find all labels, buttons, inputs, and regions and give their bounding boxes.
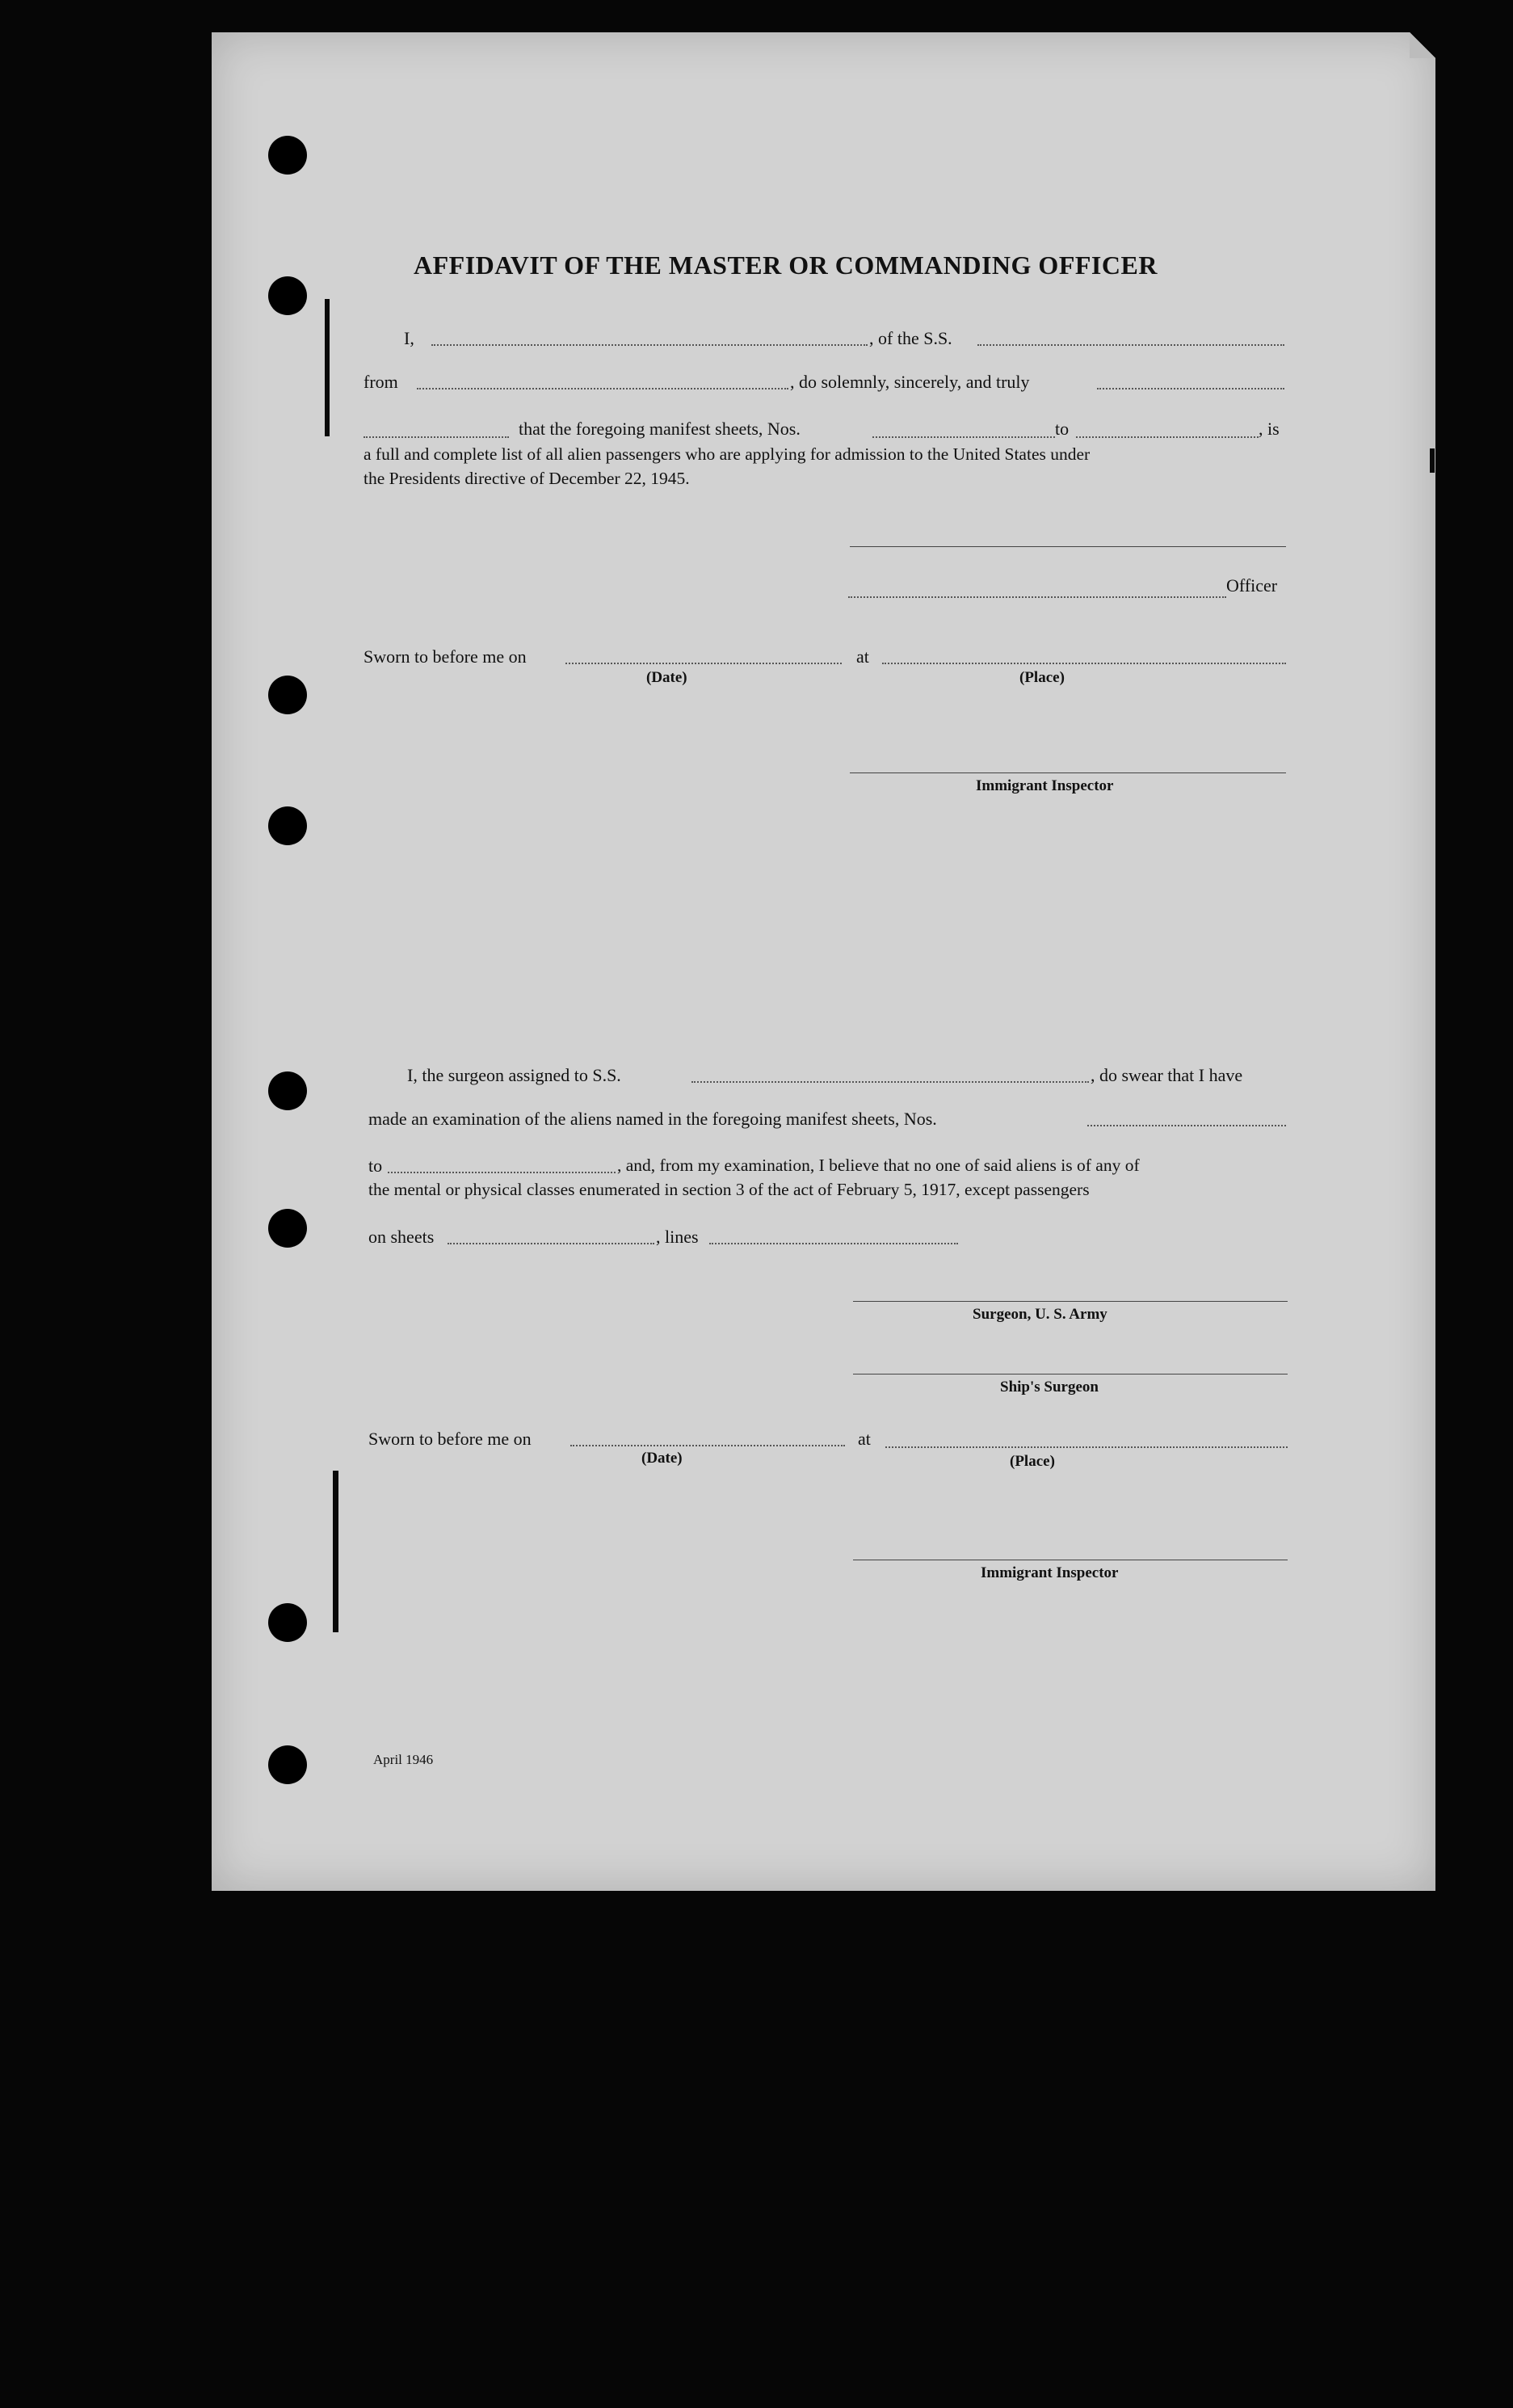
inspector-signature-line[interactable] — [850, 772, 1286, 773]
surgeon-sworn-date-field[interactable] — [570, 1445, 845, 1446]
master-line2-mid: , do solemnly, sincerely, and truly — [790, 372, 1030, 392]
surgeon-line2: made an examination of the aliens named in the foregoing manifest sheets, Nos. — [368, 1109, 937, 1129]
surgeon-line3-prefix: to — [368, 1156, 383, 1176]
officer-label: Officer — [1226, 575, 1278, 596]
surgeon-date-caption: (Date) — [641, 1450, 683, 1467]
surgeon-line1-suffix: , do swear that I have — [1091, 1065, 1243, 1085]
binder-hole — [268, 136, 307, 175]
sworn-date-field[interactable] — [565, 663, 842, 664]
binder-hole — [268, 1209, 307, 1248]
master-line3-to: to — [1055, 419, 1070, 439]
surgeon-line5-prefix: on sheets — [368, 1227, 435, 1247]
surgeon-sworn-place-field[interactable] — [885, 1446, 1288, 1448]
master-line1-mid: , of the S.S. — [869, 328, 952, 348]
surgeon-sworn-prefix: Sworn to before me on — [368, 1429, 532, 1449]
master-line3-text: that the foregoing manifest sheets, Nos. — [519, 419, 801, 439]
surgeon-sheets-field[interactable] — [1087, 1125, 1286, 1126]
from-port-field[interactable] — [417, 388, 788, 389]
master-name-field[interactable] — [431, 344, 868, 346]
page-title: AFFIDAVIT OF THE MASTER OR COMMANDING OFFICER — [414, 250, 1158, 280]
surgeon-place-caption: (Place) — [1010, 1453, 1055, 1470]
surgeon-sworn-at: at — [858, 1429, 871, 1449]
tear-mark — [1430, 448, 1435, 473]
master-para-line2: the Presidents directive of December 22, 1945. — [364, 469, 690, 488]
sworn-place-field[interactable] — [882, 663, 1286, 664]
sworn-prefix: Sworn to before me on — [364, 646, 527, 667]
master-para-line1: a full and complete list of all alien passengers who are applying for admission to the United States under — [364, 444, 1091, 464]
surgeon-line4: the mental or physical classes enumerated in section 3 of the act of February 5, 1917, except passengers — [368, 1180, 1090, 1199]
affirm-continued-field[interactable] — [364, 436, 509, 438]
master-line1-prefix: I, — [404, 328, 414, 348]
master-line3-is: , is — [1259, 419, 1280, 439]
officer-signature-field[interactable] — [848, 596, 1226, 598]
date-caption: (Date) — [646, 669, 687, 686]
ship-name-field[interactable] — [977, 344, 1284, 346]
tear-mark — [325, 299, 330, 436]
form-date: April 1946 — [373, 1752, 434, 1767]
tear-mark — [333, 1471, 338, 1632]
folded-corner — [1410, 32, 1435, 58]
binder-hole — [268, 676, 307, 714]
binder-hole — [268, 1745, 307, 1784]
binder-hole — [268, 276, 307, 315]
master-line2-prefix: from — [364, 372, 398, 392]
affirm-field[interactable] — [1097, 388, 1284, 389]
sheets-to-field[interactable] — [1076, 436, 1259, 438]
sheets-from-field[interactable] — [872, 436, 1055, 438]
surgeon-line3-suffix: , and, from my examination, I believe that no one of said aliens is of any of — [617, 1156, 1140, 1175]
sworn-at: at — [856, 646, 869, 667]
binder-hole — [268, 1071, 307, 1110]
place-caption: (Place) — [1019, 669, 1065, 686]
surgeon-ship-field[interactable] — [691, 1081, 1089, 1083]
inspector-label: Immigrant Inspector — [976, 777, 1114, 794]
except-sheets-field[interactable] — [448, 1243, 654, 1244]
binder-hole — [268, 806, 307, 845]
signature-line[interactable] — [850, 546, 1286, 547]
except-lines-field[interactable] — [709, 1243, 958, 1244]
document-page — [212, 32, 1435, 1891]
surgeon-line1-prefix: I, the surgeon assigned to S.S. — [407, 1065, 621, 1085]
army-surgeon-signature-line[interactable] — [853, 1301, 1288, 1302]
surgeon-line5-mid: , lines — [656, 1227, 699, 1247]
surgeon-inspector-label: Immigrant Inspector — [981, 1564, 1119, 1581]
binder-hole — [268, 1603, 307, 1642]
surgeon-army-label: Surgeon, U. S. Army — [973, 1306, 1107, 1323]
ships-surgeon-label: Ship's Surgeon — [1000, 1379, 1099, 1396]
surgeon-sheets-to-field[interactable] — [388, 1172, 616, 1173]
